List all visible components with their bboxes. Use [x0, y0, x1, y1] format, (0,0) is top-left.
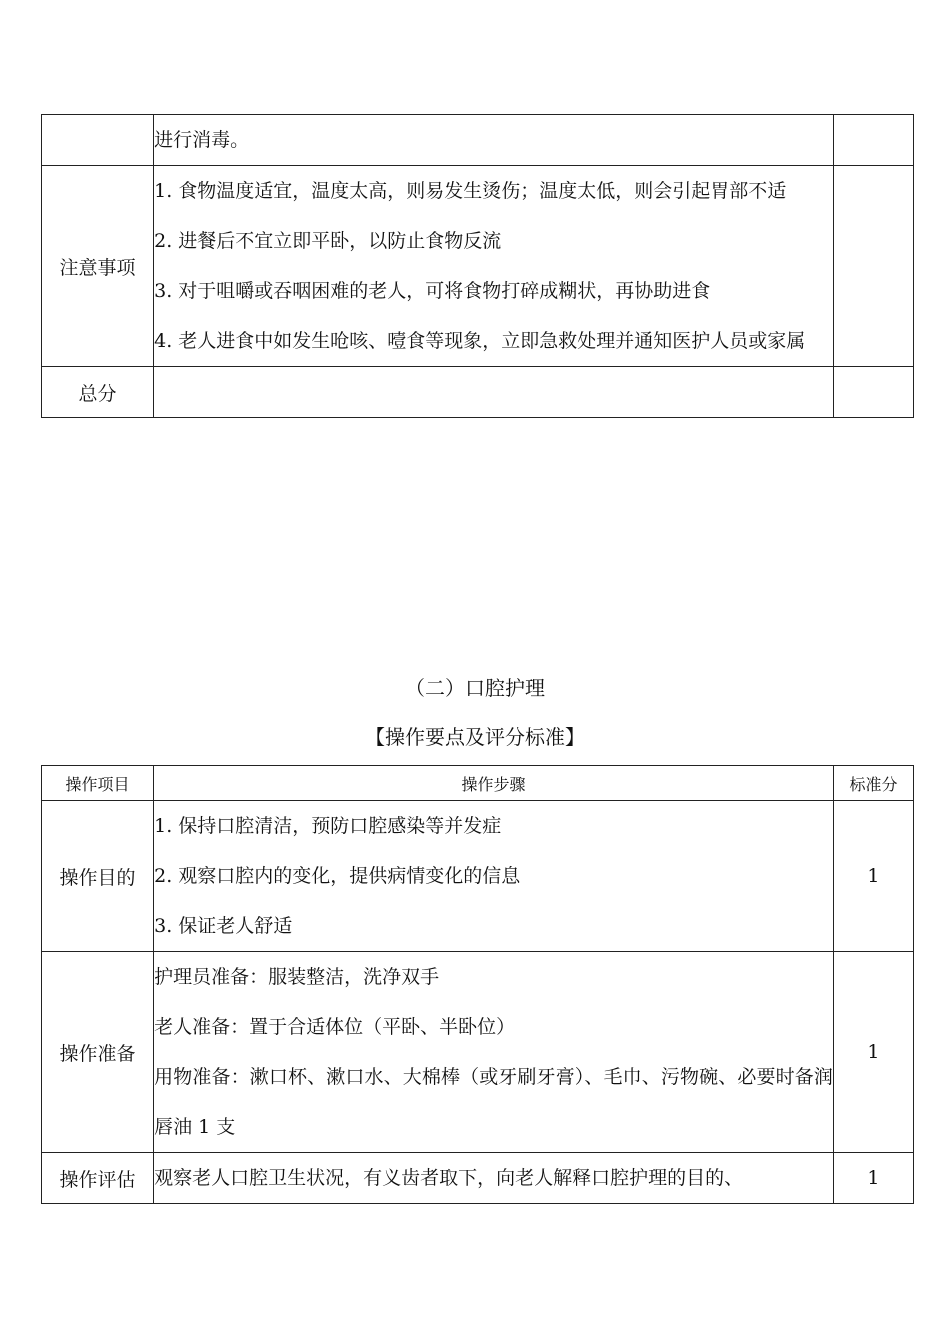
preparation-item: 护理员准备：服装整洁，洗净双手	[154, 966, 440, 988]
table-row-preparation	[42, 952, 914, 1153]
table-row-assessment	[42, 1153, 914, 1204]
table-row-notes	[42, 166, 914, 367]
purpose-item: 3. 保证老人舒适	[154, 915, 293, 937]
purpose-item: 1. 保持口腔清洁，预防口腔感染等并发症	[154, 815, 502, 837]
row-label-purpose: 操作目的	[42, 801, 154, 952]
notes-content	[154, 166, 834, 367]
table-row-purpose	[42, 801, 914, 952]
header-steps: 操作步骤	[154, 766, 834, 801]
row-label-total: 总分	[42, 367, 154, 418]
preparation-content	[154, 952, 834, 1153]
header-score: 标准分	[833, 766, 913, 801]
note-item: 3. 对于咀嚼或吞咽困难的老人，可将食物打碎成糊状，再协助进食	[154, 280, 711, 302]
step-content: 进行消毒。	[154, 115, 834, 166]
note-item: 2. 进餐后不宜立即平卧，以防止食物反流	[154, 230, 502, 252]
oral-care-table	[41, 765, 914, 1204]
header-item: 操作项目	[42, 766, 154, 801]
row-label-preparation: 操作准备	[42, 952, 154, 1153]
score-cell: 1	[833, 1153, 913, 1204]
row-label-assessment: 操作评估	[42, 1153, 154, 1204]
table-header-row	[42, 766, 914, 801]
purpose-content	[154, 801, 834, 952]
preparation-item: 用物准备：漱口杯、漱口水、大棉棒（或牙刷牙膏）、毛巾、污物碗、必要时备润唇油 1 支	[154, 1066, 833, 1138]
preparation-item: 老人准备：置于合适体位（平卧、半卧位）	[154, 1016, 516, 1038]
total-content	[154, 367, 834, 418]
note-item: 4. 老人进食中如发生呛咳、噎食等现象，立即急救处理并通知医护人员或家属	[154, 330, 806, 352]
score-cell	[833, 166, 913, 367]
section-title: （二）口腔护理	[405, 676, 545, 700]
score-cell: 1	[833, 801, 913, 952]
assessment-content: 观察老人口腔卫生状况，有义齿者取下，向老人解释口腔护理的目的、	[154, 1153, 834, 1204]
score-cell: 1	[833, 952, 913, 1153]
row-label-notes: 注意事项	[42, 166, 154, 367]
table-row	[42, 115, 914, 166]
score-cell	[833, 115, 913, 166]
score-cell	[833, 367, 913, 418]
standard-title: 【操作要点及评分标准】	[365, 725, 585, 749]
row-label	[42, 115, 154, 166]
feeding-care-table	[41, 114, 914, 418]
table-row-total	[42, 367, 914, 418]
note-item: 1. 食物温度适宜，温度太高，则易发生烫伤；温度太低，则会引起胃部不适	[154, 180, 787, 202]
purpose-item: 2. 观察口腔内的变化，提供病情变化的信息	[154, 865, 521, 887]
